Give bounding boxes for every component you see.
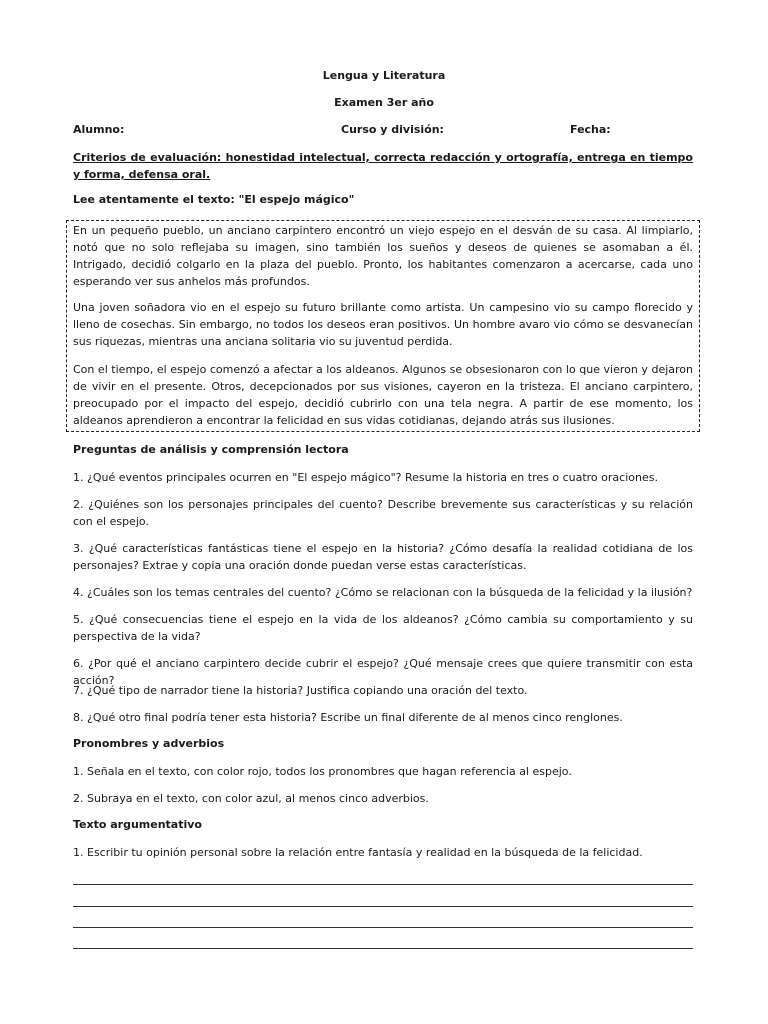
story-paragraph: En un pequeño pueblo, un anciano carpintero encontró un viejo espejo en el desván de su casa. Al limpiarlo, notó que no solo reflejaba su imagen, sino también los sueños y deseos de quienes se asomaban a él. Intrigado, decidió colgarlo en la plaza del pueblo. Pronto, los habitantes comenzaron a acercarse, cada uno esperando ver sus anhelos más profundos. [73,224,693,288]
course-label: Curso y división: [341,123,444,136]
section-title: Preguntas de análisis y comprensión lectora [73,443,349,456]
question: 8. ¿Qué otro final podría tener esta historia? Escribe un final diferente de al menos cinco renglones. [73,711,623,724]
date-label: Fecha: [570,123,611,136]
reading-instruction: Lee atentamente el texto: "El espejo mágico" [73,193,355,206]
answer-line[interactable] [73,906,693,907]
question: 5. ¿Qué consecuencias tiene el espejo en la vida de los aldeanos? ¿Cómo cambia su comportamiento y su perspectiva de la vida? [73,613,693,643]
student-label: Alumno: [73,123,125,136]
exam-title: Examen 3er año [334,96,434,109]
question: 2. ¿Quiénes son los personajes principales del cuento? Describe brevemente sus características y su relación con el espejo. [73,498,693,528]
subject-title: Lengua y Literatura [322,69,446,82]
section-title: Texto argumentativo [73,818,202,831]
question: 4. ¿Cuáles son los temas centrales del cuento? ¿Cómo se relacionan con la búsqueda de la felicidad y la ilusión? [73,586,693,599]
question: 7. ¿Qué tipo de narrador tiene la historia? Justifica copiando una oración del texto. [73,684,528,697]
answer-line[interactable] [73,927,693,928]
question: 2. Subraya en el texto, con color azul, al menos cinco adverbios. [73,792,429,805]
question: 3. ¿Qué características fantásticas tiene el espejo en la historia? ¿Cómo desafía la realidad cotidiana de los personajes? Extrae y copia una oración donde puedan verse estas características. [73,542,693,572]
answer-line[interactable] [73,948,693,949]
question: 1. Escribir tu opinión personal sobre la relación entre fantasía y realidad en la búsqueda de la felicidad. [73,846,643,859]
evaluation-criteria: Criterios de evaluación: honestidad intelectual, correcta redacción y ortografía, entrega en tiempo y forma, defensa oral. [73,151,693,181]
question: 6. ¿Por qué el anciano carpintero decide cubrir el espejo? ¿Qué mensaje crees que quiere transmitir con esta acción? [73,657,693,687]
story-paragraph: Con el tiempo, el espejo comenzó a afectar a los aldeanos. Algunos se obsesionaron con lo que vieron y dejaron de vivir en el presente. Otros, decepcionados por sus visiones, cayeron en la tristeza. El anciano carpintero, preocupado por el impacto del espejo, decidió cubrirlo con una tela negra. A partir de ese momento, los aldeanos aprendieron a encontrar la felicidad en sus vidas cotidianas, dejando atrás sus ilusiones. [73,363,693,427]
answer-line[interactable] [73,884,693,885]
section-title: Pronombres y adverbios [73,737,225,750]
story-paragraph: Una joven soñadora vio en el espejo su futuro brillante como artista. Un campesino vio su campo florecido y lleno de cosechas. Sin embargo, no todos los deseos eran positivos. Un hombre avaro vio cómo se desvanecían sus riquezas, mientras una anciana solitaria vio su juventud perdida. [73,301,693,348]
question: 1. ¿Qué eventos principales ocurren en "El espejo mágico"? Resume la historia en tres o cuatro oraciones. [73,471,658,484]
question: 1. Señala en el texto, con color rojo, todos los pronombres que hagan referencia al espejo. [73,765,572,778]
